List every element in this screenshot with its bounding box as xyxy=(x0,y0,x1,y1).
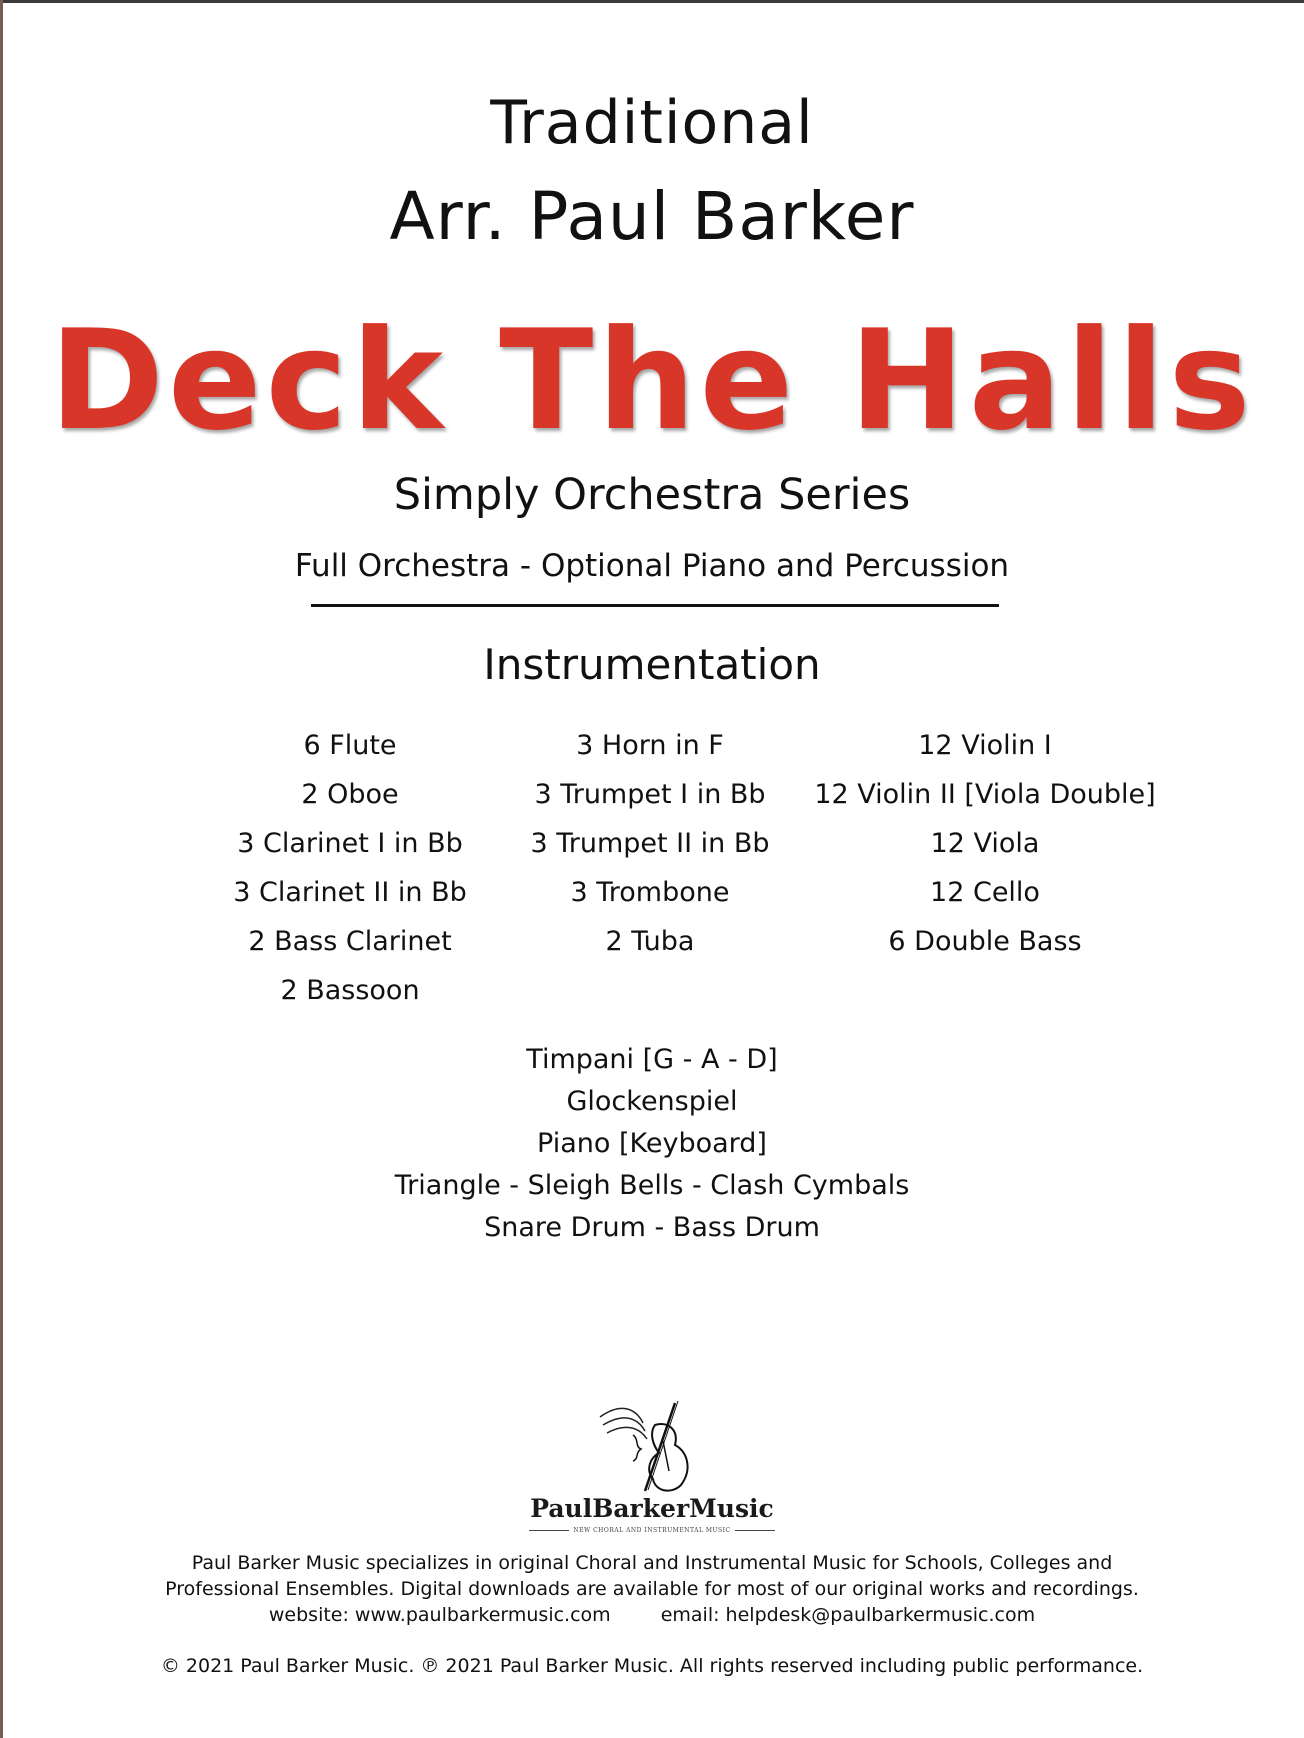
list-item: 12 Violin II [Viola Double] xyxy=(814,779,1156,810)
percussion-list xyxy=(0,1040,1304,1250)
list-item: 2 Oboe xyxy=(301,779,399,810)
footer-description-line2: Professional Ensembles. Digital downloads are available for most of our original works and recordings. xyxy=(165,1578,1139,1600)
list-item: 12 Violin I xyxy=(918,730,1052,761)
composer-label: Traditional xyxy=(490,88,814,158)
list-item: 3 Trumpet I in Bb xyxy=(534,779,766,810)
list-item: 3 Trombone xyxy=(570,877,730,908)
list-item: Timpani [G - A - D] xyxy=(526,1044,778,1075)
subtitle: Full Orchestra - Optional Piano and Percussion xyxy=(294,548,1010,584)
brand-tagline: NEW CHORAL AND INSTRUMENTAL MUSIC xyxy=(0,1527,1304,1534)
list-item: 2 Tuba xyxy=(605,926,695,957)
list-item: 12 Viola xyxy=(930,828,1040,859)
email-link[interactable]: email: helpdesk@paulbarkermusic.com xyxy=(660,1604,1036,1626)
list-item: 3 Clarinet I in Bb xyxy=(237,828,463,859)
list-item: 2 Bass Clarinet xyxy=(248,926,452,957)
list-item: 12 Cello xyxy=(930,877,1040,908)
brand-name: PaulBarkerMusic xyxy=(530,1494,774,1523)
series-label: Simply Orchestra Series xyxy=(393,470,911,520)
website-link[interactable]: website: www.paulbarkermusic.com xyxy=(268,1604,611,1626)
list-item: Piano [Keyboard] xyxy=(537,1128,767,1159)
divider-rule xyxy=(311,604,999,607)
footer-description-line1: Paul Barker Music specializes in original Choral and Instrumental Music for Schools, Colleges and xyxy=(191,1552,1113,1574)
instrumentation-heading: Instrumentation xyxy=(483,640,821,689)
footer-contact xyxy=(0,1604,1304,1626)
arranger-label: Arr. Paul Barker xyxy=(389,178,915,255)
list-item: 3 Trumpet II in Bb xyxy=(530,828,770,859)
list-item: 3 Clarinet II in Bb xyxy=(233,877,467,908)
left-border xyxy=(0,0,3,1738)
page-title: Deck The Halls xyxy=(49,300,1255,461)
copyright-notice: © 2021 Paul Barker Music. ℗ 2021 Paul Barker Music. All rights reserved including public performance. xyxy=(160,1655,1144,1677)
list-item: Triangle - Sleigh Bells - Clash Cymbals xyxy=(394,1170,910,1201)
list-item: Glockenspiel xyxy=(566,1086,738,1117)
top-border xyxy=(0,0,1304,3)
strings-column xyxy=(785,726,1185,971)
list-item: 3 Horn in F xyxy=(576,730,724,761)
list-item: 6 Double Bass xyxy=(888,926,1082,957)
list-item: Snare Drum - Bass Drum xyxy=(484,1212,820,1243)
list-item: 2 Bassoon xyxy=(280,975,420,1006)
list-item: 6 Flute xyxy=(303,730,397,761)
